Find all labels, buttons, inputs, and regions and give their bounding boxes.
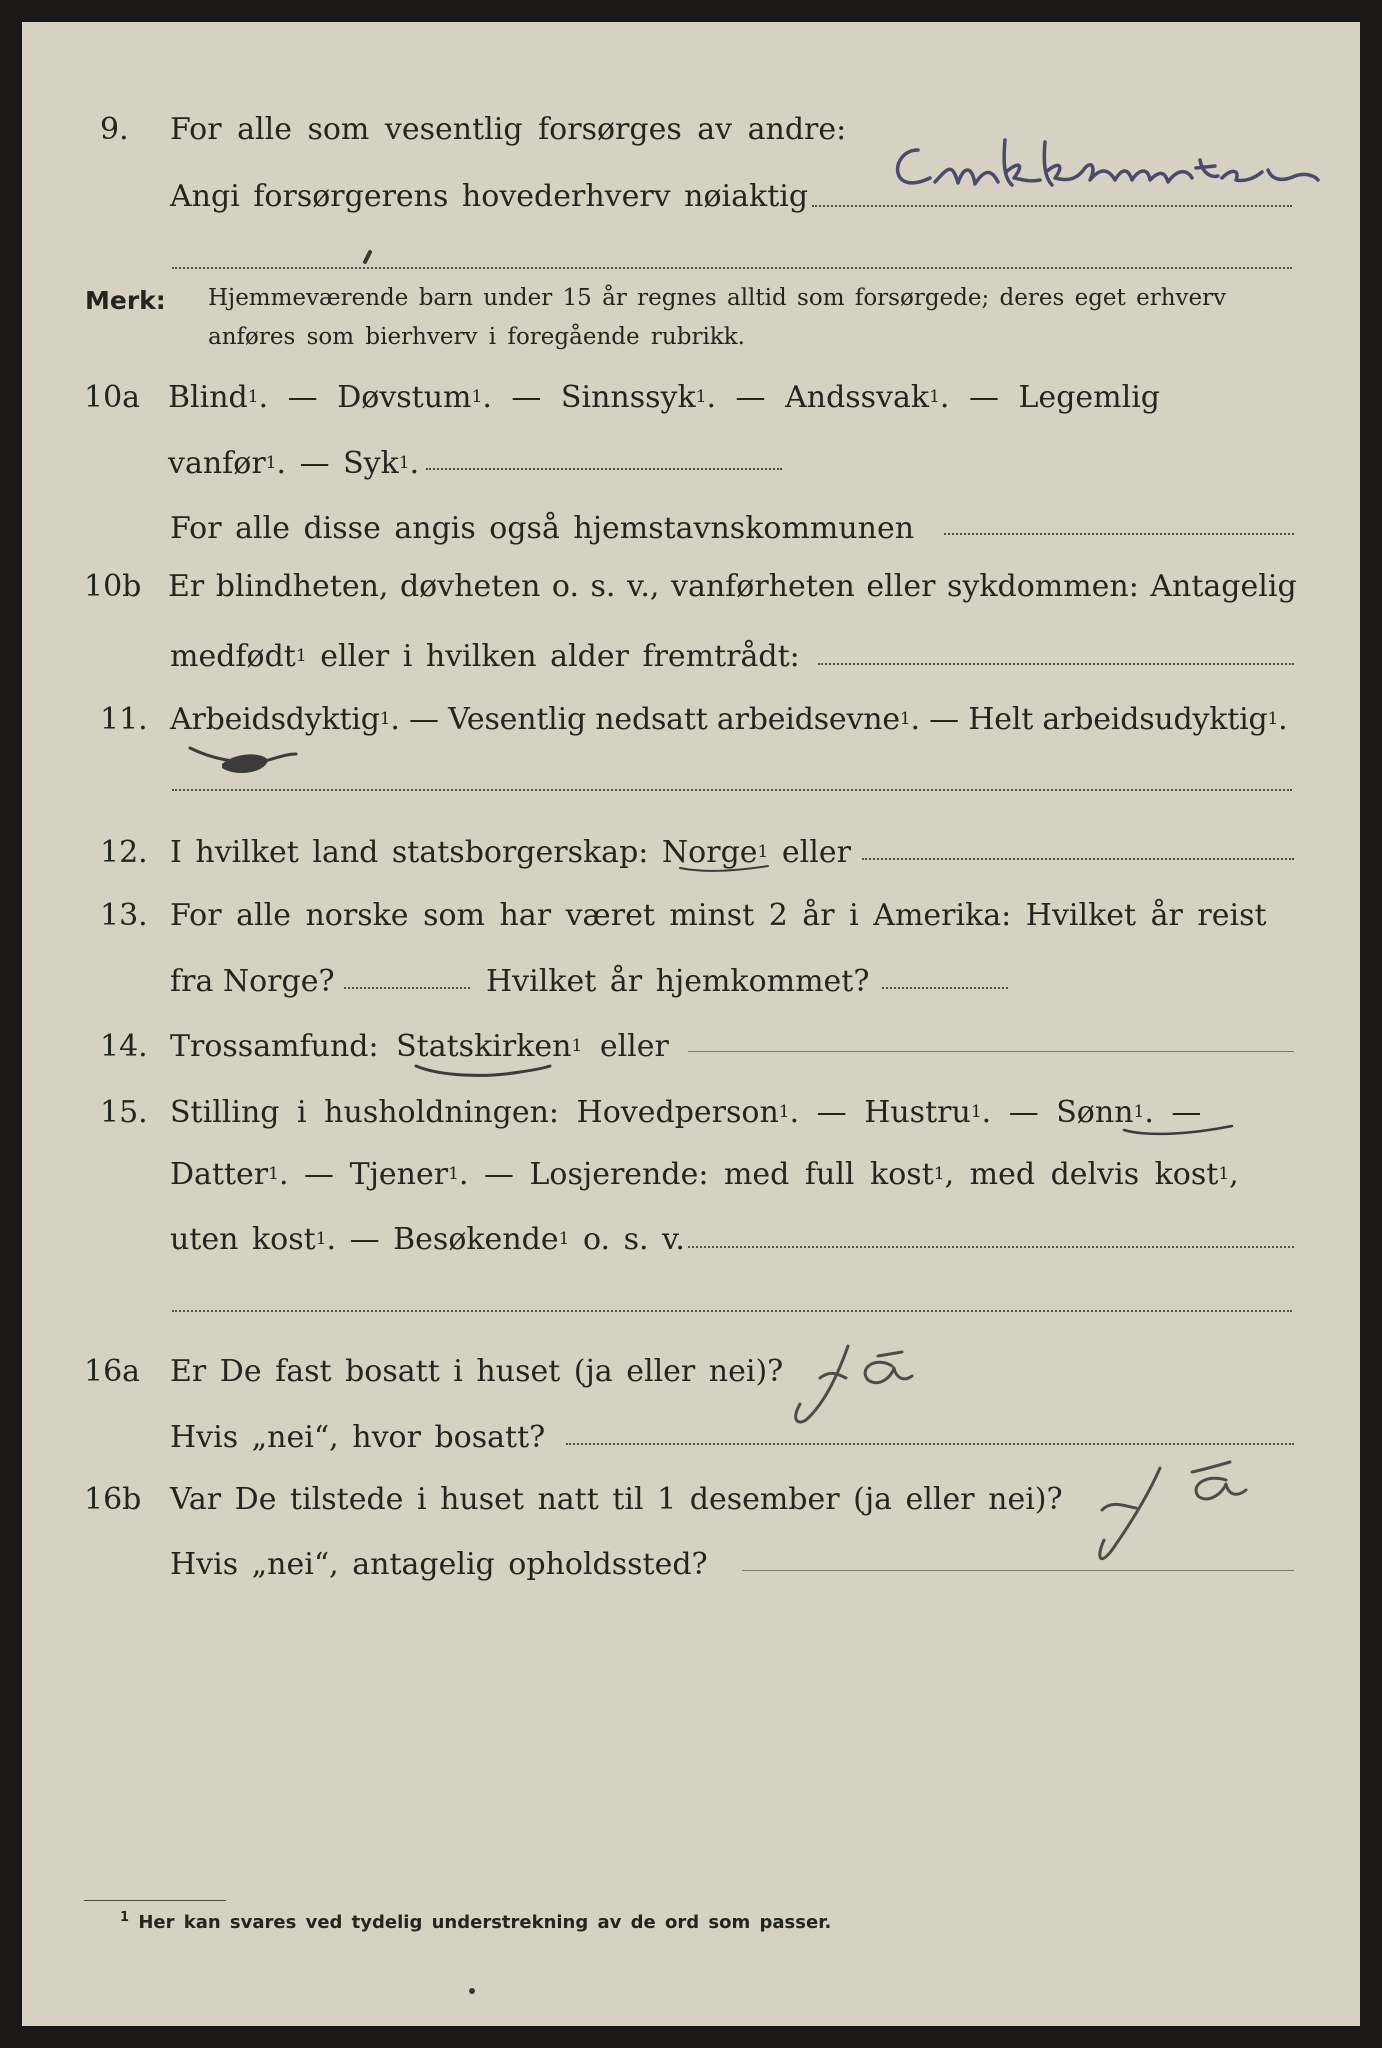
q10a-line3: For alle disse angis også hjemstavnskommunen [170,511,915,546]
q13-number: 13. [100,898,148,933]
q13-line2b: Hvilket år hjemkommet? [486,964,870,999]
q16b-line1: Var De tilstede i huset natt til 1 desember (ja eller nei)? [170,1482,1063,1517]
q16a-number: 16a [84,1354,141,1389]
q15-line3: uten kost$^1$. — Besøkende$^1$ o. s. v. [170,1222,685,1257]
q9-line1: For alle som vesentlig forsørges av andre: [170,112,847,147]
q10b-number: 10b [84,569,142,604]
q9-number: 9. [100,112,129,147]
q10a-line1: Blind$^1$. — Døvstum$^1$. — Sinnssyk$^1$. — Andssvak$^1$. — Legemlig [168,380,1160,415]
q13-line1: For alle norske som har været minst 2 år i Amerika: Hvilket år reist [170,898,1267,933]
q10b-line1: Er blindheten, døvheten o. s. v., vanførheten eller sykdommen: Antagelig [168,569,1297,604]
q15-line2: Datter$^1$. — Tjener$^1$. — Losjerende: med full kost$^1$, med delvis kost$^1$, [170,1157,1239,1192]
q10a-line2: vanfør$^1$. — Syk$^1$. [168,446,420,481]
q11-number: 11. [100,702,148,737]
q16b-line2: Hvis „nei“, antagelig opholdssted? [170,1547,708,1582]
merk-line2: anføres som bierhverv i foregående rubrikk. [208,324,745,350]
q11-line1: Arbeidsdyktig$^1$. — Vesentlig nedsatt arbeidsevne$^1$. — Helt arbeidsudyktig$^1$. [170,702,1288,737]
q9-line2: Angi forsørgerens hovederhverv nøiaktig [170,179,809,214]
q15-number: 15. [100,1095,148,1130]
q10a-number: 10a [84,380,141,415]
q16a-line2: Hvis „nei“, hvor bosatt? [170,1420,546,1455]
q14-number: 14. [100,1029,148,1064]
merk-label: Merk: [85,286,166,315]
q15-line1: Stilling i husholdningen: Hovedperson$^1$. — Hustru$^1$. — Sønn$^1$. — [170,1095,1202,1130]
q14-line1: Trossamfund: Statskirken$^1$ eller [170,1029,669,1064]
q12-number: 12. [100,835,148,870]
q16b-number: 16b [84,1482,142,1517]
footnote: $^1$ Her kan svares ved tydelig understrekning av de ord som passer. [120,1910,832,1933]
merk-line1: Hjemmeværende barn under 15 år regnes alltid som forsørgede; deres eget erhverv [208,285,1227,311]
q10b-line2: medfødt$^1$ eller i hvilken alder fremtrådt: [170,639,800,674]
q13-line2a: fra Norge? [170,964,335,999]
q12-line1: I hvilket land statsborgerskap: Norge$^1$ eller [170,835,851,870]
q16a-line1: Er De fast bosatt i huset (ja eller nei)? [170,1354,784,1389]
